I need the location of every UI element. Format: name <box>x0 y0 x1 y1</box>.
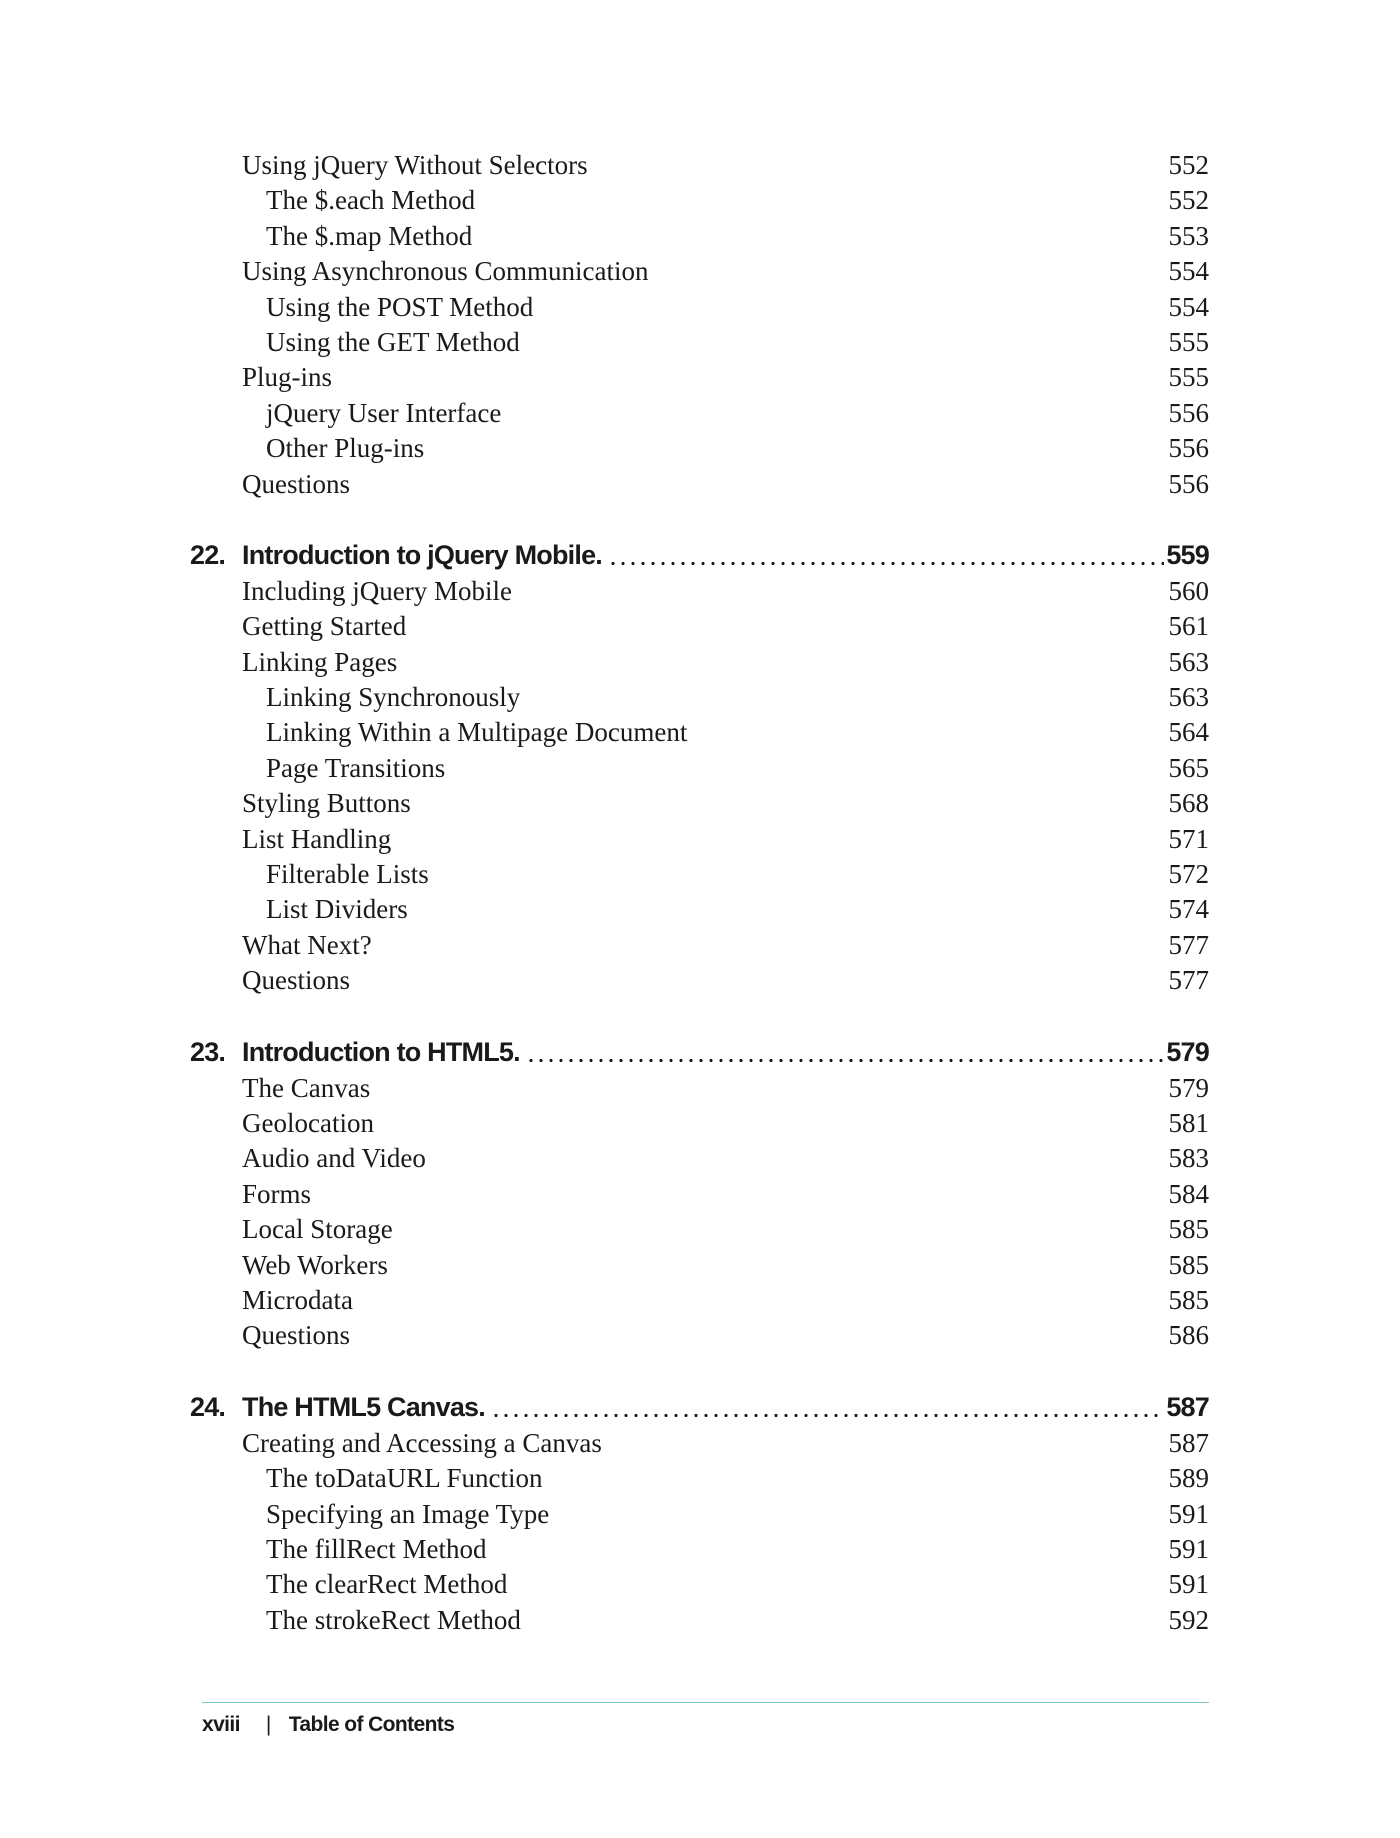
entry-title: List Handling <box>242 823 392 854</box>
chapter-number: 22. <box>190 539 226 570</box>
entry-page-number: 556 <box>1168 433 1209 464</box>
entry-title: Geolocation <box>242 1107 374 1138</box>
entry-title: The clearRect Method <box>266 1569 508 1600</box>
entry-title: The Canvas <box>242 1072 371 1103</box>
entry-page-number: 572 <box>1168 859 1209 890</box>
entry-title: The toDataURL Function <box>266 1463 543 1494</box>
table-of-contents <box>0 148 1400 1638</box>
entry-title: Creating and Accessing a Canvas <box>242 1427 602 1458</box>
entry-page-number: 577 <box>1168 965 1209 996</box>
entry-title: Specifying an Image Type <box>266 1498 550 1529</box>
entry-page-number: 591 <box>1168 1533 1209 1564</box>
entry-title: jQuery User Interface <box>266 397 502 428</box>
toc-entry[interactable] <box>0 645 1400 680</box>
entry-title: What Next? <box>242 929 372 960</box>
entry-page-number: 574 <box>1168 894 1209 925</box>
toc-entry[interactable] <box>0 1106 1400 1141</box>
dot-leader <box>608 562 1164 565</box>
toc-subentry[interactable] <box>0 1532 1400 1567</box>
entry-page-number: 589 <box>1168 1463 1209 1494</box>
entry-page-number: 554 <box>1168 291 1209 322</box>
entry-page-number: 585 <box>1168 1249 1209 1280</box>
entry-title: The strokeRect Method <box>266 1604 521 1635</box>
entry-title: Getting Started <box>242 611 407 642</box>
toc-entry[interactable] <box>0 1212 1400 1247</box>
entry-page-number: 563 <box>1168 646 1209 677</box>
entry-page-number: 579 <box>1168 1072 1209 1103</box>
toc-subentry[interactable] <box>0 715 1400 750</box>
entry-title: Linking Synchronously <box>266 682 521 713</box>
entry-page-number: 577 <box>1168 929 1209 960</box>
entry-title: Plug-ins <box>242 362 333 393</box>
toc-entry[interactable] <box>0 467 1400 502</box>
entry-page-number: 585 <box>1168 1284 1209 1315</box>
toc-entry[interactable] <box>0 1141 1400 1176</box>
entry-page-number: 556 <box>1168 468 1209 499</box>
section-gap <box>0 502 1400 536</box>
entry-title: Questions <box>242 1320 350 1351</box>
entry-page-number: 561 <box>1168 611 1209 642</box>
entry-title: Audio and Video <box>242 1143 426 1174</box>
toc-subentry[interactable] <box>0 431 1400 466</box>
chapter-heading[interactable] <box>0 1033 1400 1071</box>
page-footer <box>202 1713 454 1737</box>
dot-leader <box>526 1059 1164 1062</box>
entry-title: Including jQuery Mobile <box>242 575 512 606</box>
entry-title: Using the POST Method <box>266 291 534 322</box>
section-gap <box>0 999 1400 1033</box>
entry-page-number: 553 <box>1168 220 1209 251</box>
toc-entry[interactable] <box>0 786 1400 821</box>
toc-subentry[interactable] <box>0 1461 1400 1496</box>
toc-subentry[interactable] <box>0 857 1400 892</box>
entry-page-number: 586 <box>1168 1320 1209 1351</box>
toc-subentry[interactable] <box>0 680 1400 715</box>
entry-page-number: 583 <box>1168 1143 1209 1174</box>
footer-rule <box>202 1702 1209 1703</box>
toc-subentry[interactable] <box>0 892 1400 927</box>
toc-entry[interactable] <box>0 928 1400 963</box>
toc-entry[interactable] <box>0 1426 1400 1461</box>
chapter-heading[interactable] <box>0 536 1400 574</box>
toc-subentry[interactable] <box>0 1497 1400 1532</box>
entry-title: Styling Buttons <box>242 788 411 819</box>
dot-leader <box>491 1414 1164 1417</box>
entry-page-number: 563 <box>1168 682 1209 713</box>
entry-page-number: 591 <box>1168 1498 1209 1529</box>
chapter-page-number: 587 <box>1166 1391 1209 1422</box>
entry-title: The $.map Method <box>266 220 473 251</box>
chapter-page-number: 559 <box>1166 539 1209 570</box>
toc-subentry[interactable] <box>0 325 1400 360</box>
entry-title: Using Asynchronous Communication <box>242 256 649 287</box>
chapter-title: Introduction to HTML5. <box>242 1036 520 1067</box>
toc-subentry[interactable] <box>0 751 1400 786</box>
toc-entry[interactable] <box>0 1071 1400 1106</box>
entry-title: Local Storage <box>242 1214 393 1245</box>
footer-title: Table of Contents <box>288 1713 455 1736</box>
toc-subentry[interactable] <box>0 1603 1400 1638</box>
chapter-page-number: 579 <box>1166 1036 1209 1067</box>
entry-page-number: 571 <box>1168 823 1209 854</box>
toc-entry[interactable] <box>0 609 1400 644</box>
toc-entry[interactable] <box>0 963 1400 998</box>
entry-page-number: 555 <box>1168 362 1209 393</box>
chapter-heading[interactable] <box>0 1388 1400 1426</box>
entry-page-number: 568 <box>1168 788 1209 819</box>
chapter-number: 24. <box>190 1391 226 1422</box>
entry-title: Web Workers <box>242 1249 388 1280</box>
entry-page-number: 591 <box>1168 1569 1209 1600</box>
entry-title: The fillRect Method <box>266 1533 487 1564</box>
entry-page-number: 555 <box>1168 326 1209 357</box>
chapter-title: Introduction to jQuery Mobile. <box>242 539 602 570</box>
toc-entry[interactable] <box>0 360 1400 395</box>
section-gap <box>0 1354 1400 1388</box>
entry-page-number: 554 <box>1168 256 1209 287</box>
chapter-number: 23. <box>190 1036 226 1067</box>
chapter-title: The HTML5 Canvas. <box>242 1391 485 1422</box>
entry-title: Using jQuery Without Selectors <box>242 150 588 180</box>
entry-title: The $.each Method <box>266 185 476 216</box>
entry-title: Questions <box>242 468 350 499</box>
entry-page-number: 552 <box>1168 150 1209 180</box>
entry-title: Filterable Lists <box>266 859 429 890</box>
toc-subentry[interactable] <box>0 396 1400 431</box>
toc-subentry[interactable] <box>0 1567 1400 1602</box>
entry-page-number: 565 <box>1168 752 1209 783</box>
footer-page-number: xviii <box>202 1713 240 1736</box>
footer-separator: | <box>265 1713 271 1736</box>
entry-title: Page Transitions <box>266 752 446 783</box>
entry-title: Other Plug-ins <box>266 433 425 464</box>
toc-entry[interactable] <box>0 1248 1400 1283</box>
entry-page-number: 581 <box>1168 1107 1209 1138</box>
entry-page-number: 592 <box>1168 1604 1209 1635</box>
entry-title: Questions <box>242 965 350 996</box>
entry-title: Microdata <box>242 1284 353 1315</box>
entry-title: List Dividers <box>266 894 408 925</box>
entry-page-number: 560 <box>1168 575 1209 606</box>
toc-subentry[interactable] <box>0 219 1400 254</box>
toc-entry[interactable] <box>0 1177 1400 1212</box>
toc-subentry[interactable] <box>0 183 1400 218</box>
toc-entry[interactable] <box>0 1318 1400 1353</box>
entry-title: Forms <box>242 1178 312 1209</box>
entry-title: Linking Pages <box>242 646 398 677</box>
toc-entry[interactable] <box>0 574 1400 609</box>
entry-page-number: 587 <box>1168 1427 1209 1458</box>
entry-title: Linking Within a Multipage Document <box>266 717 688 748</box>
entry-title: Using the GET Method <box>266 326 520 357</box>
toc-entry[interactable] <box>0 148 1400 183</box>
toc-subentry[interactable] <box>0 290 1400 325</box>
entry-page-number: 552 <box>1168 185 1209 216</box>
entry-page-number: 584 <box>1168 1178 1209 1209</box>
toc-entry[interactable] <box>0 1283 1400 1318</box>
toc-entry[interactable] <box>0 254 1400 289</box>
entry-page-number: 564 <box>1168 717 1209 748</box>
toc-entry[interactable] <box>0 822 1400 857</box>
entry-page-number: 556 <box>1168 397 1209 428</box>
entry-page-number: 585 <box>1168 1214 1209 1245</box>
